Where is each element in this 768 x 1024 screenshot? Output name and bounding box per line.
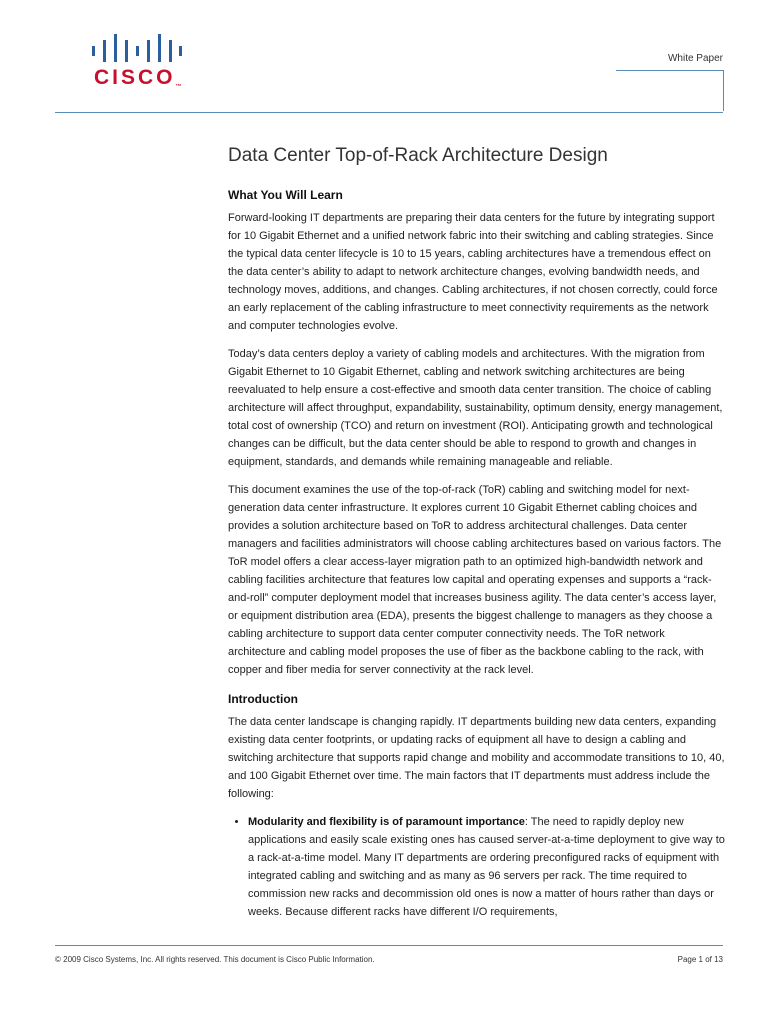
document-title: Data Center Top-of-Rack Architecture Design xyxy=(228,145,608,166)
page-number: Page 1 of 13 xyxy=(677,955,723,964)
copyright-notice: © 2009 Cisco Systems, Inc. All rights reserved. This document is Cisco Public Information. xyxy=(55,955,375,964)
paragraph: Forward-looking IT departments are preparing their data centers for the future by integrating support for 10 Gigabit Ethernet and a unified network fabric into their switching and cabling strategies. Since the typical data center lifecycle is 10 to 15 years, cabling architectures have a tremendous effect on the data center’s ability to adapt to network architecture changes, evolving bandwidth needs, and technology moves, additions, and changes. Cabling architectures, if not chosen correctly, could force an early replacement of the cabling infrastructure to meet connectivity requirements as the network and computer technologies evolve. xyxy=(228,212,718,332)
header-divider xyxy=(55,112,723,113)
cisco-bars-icon xyxy=(92,34,182,64)
cisco-wordmark xyxy=(94,66,182,90)
footer-divider xyxy=(55,945,723,946)
logo-trademark: ™ xyxy=(175,84,182,90)
document-type: White Paper xyxy=(667,53,723,64)
header-frame xyxy=(616,70,724,111)
paragraph: The data center landscape is changing rapidly. IT departments building new data centers, expanding existing data center footprints, or updating racks of equipment all have to design a cabling and switching architecture that supports rapid change and mobility and accommodate transitions to 10, 40, and 100 Gigabit Ethernet over time. The main factors that IT departments must address include the following: xyxy=(228,716,725,800)
paragraph: This document examines the use of the top-of-rack (ToR) cabling and switching model for next-generation data center infrastructure. It explores current 10 Gigabit Ethernet cabling choices and provides a solution architecture based on ToR to address architectural challenges. Data center managers and facilities administrators will choose cabling architectures based on various factors. The ToR model offers a clear access-layer migration path to an optimized high-bandwidth network and cabling facilities architecture that features low capital and operating expenses and supports a “rack-and-roll” computer deployment model that increases business agility. The data center’s access layer, or equipment distribution area (EDA), presents the biggest challenge to managers as they choose a cabling architecture to support data center computer connectivity needs. The ToR network architecture and cabling model proposes the use of fiber as the backbone cabling to the rack, with copper and fiber media for server connectivity at the rack level. xyxy=(228,484,722,676)
list-item xyxy=(248,813,725,921)
list-item-lead: Modularity and flexibility is of paramount importance xyxy=(248,816,525,828)
logo-text: CISCO xyxy=(94,66,176,89)
section-heading-introduction: Introduction xyxy=(228,692,298,706)
section-heading-what-you-will-learn: What You Will Learn xyxy=(228,188,343,202)
cisco-logo xyxy=(88,34,188,90)
list-item-text: : The need to rapidly deploy new applications and easily scale existing ones has caused server-at-a-time deployment to give way to a rack-at-a-time model. Many IT departments are ordering preconfigured racks of equipment with integrated cabling and switching and as many as 96 servers per rack. The time required to commission new racks and decommission old ones is now a matter of hours rather than days or weeks. Because different racks have different I/O requirements, xyxy=(248,816,725,918)
bullet-list xyxy=(228,813,725,921)
paragraph: Today’s data centers deploy a variety of cabling models and architectures. With the migration from Gigabit Ethernet to 10 Gigabit Ethernet, cabling and network switching architectures are being reevaluated to help ensure a cost-effective and smooth data center transition. The choice of cabling architecture will affect throughput, expandability, sustainability, optimum density, energy management, total cost of ownership (TCO) and return on investment (ROI). Anticipating growth and technological changes can be difficult, but the data center should be able to respond to growth and changes in equipment, standards, and demands while remaining manageable and reliable. xyxy=(228,348,723,468)
document-body xyxy=(228,188,725,921)
